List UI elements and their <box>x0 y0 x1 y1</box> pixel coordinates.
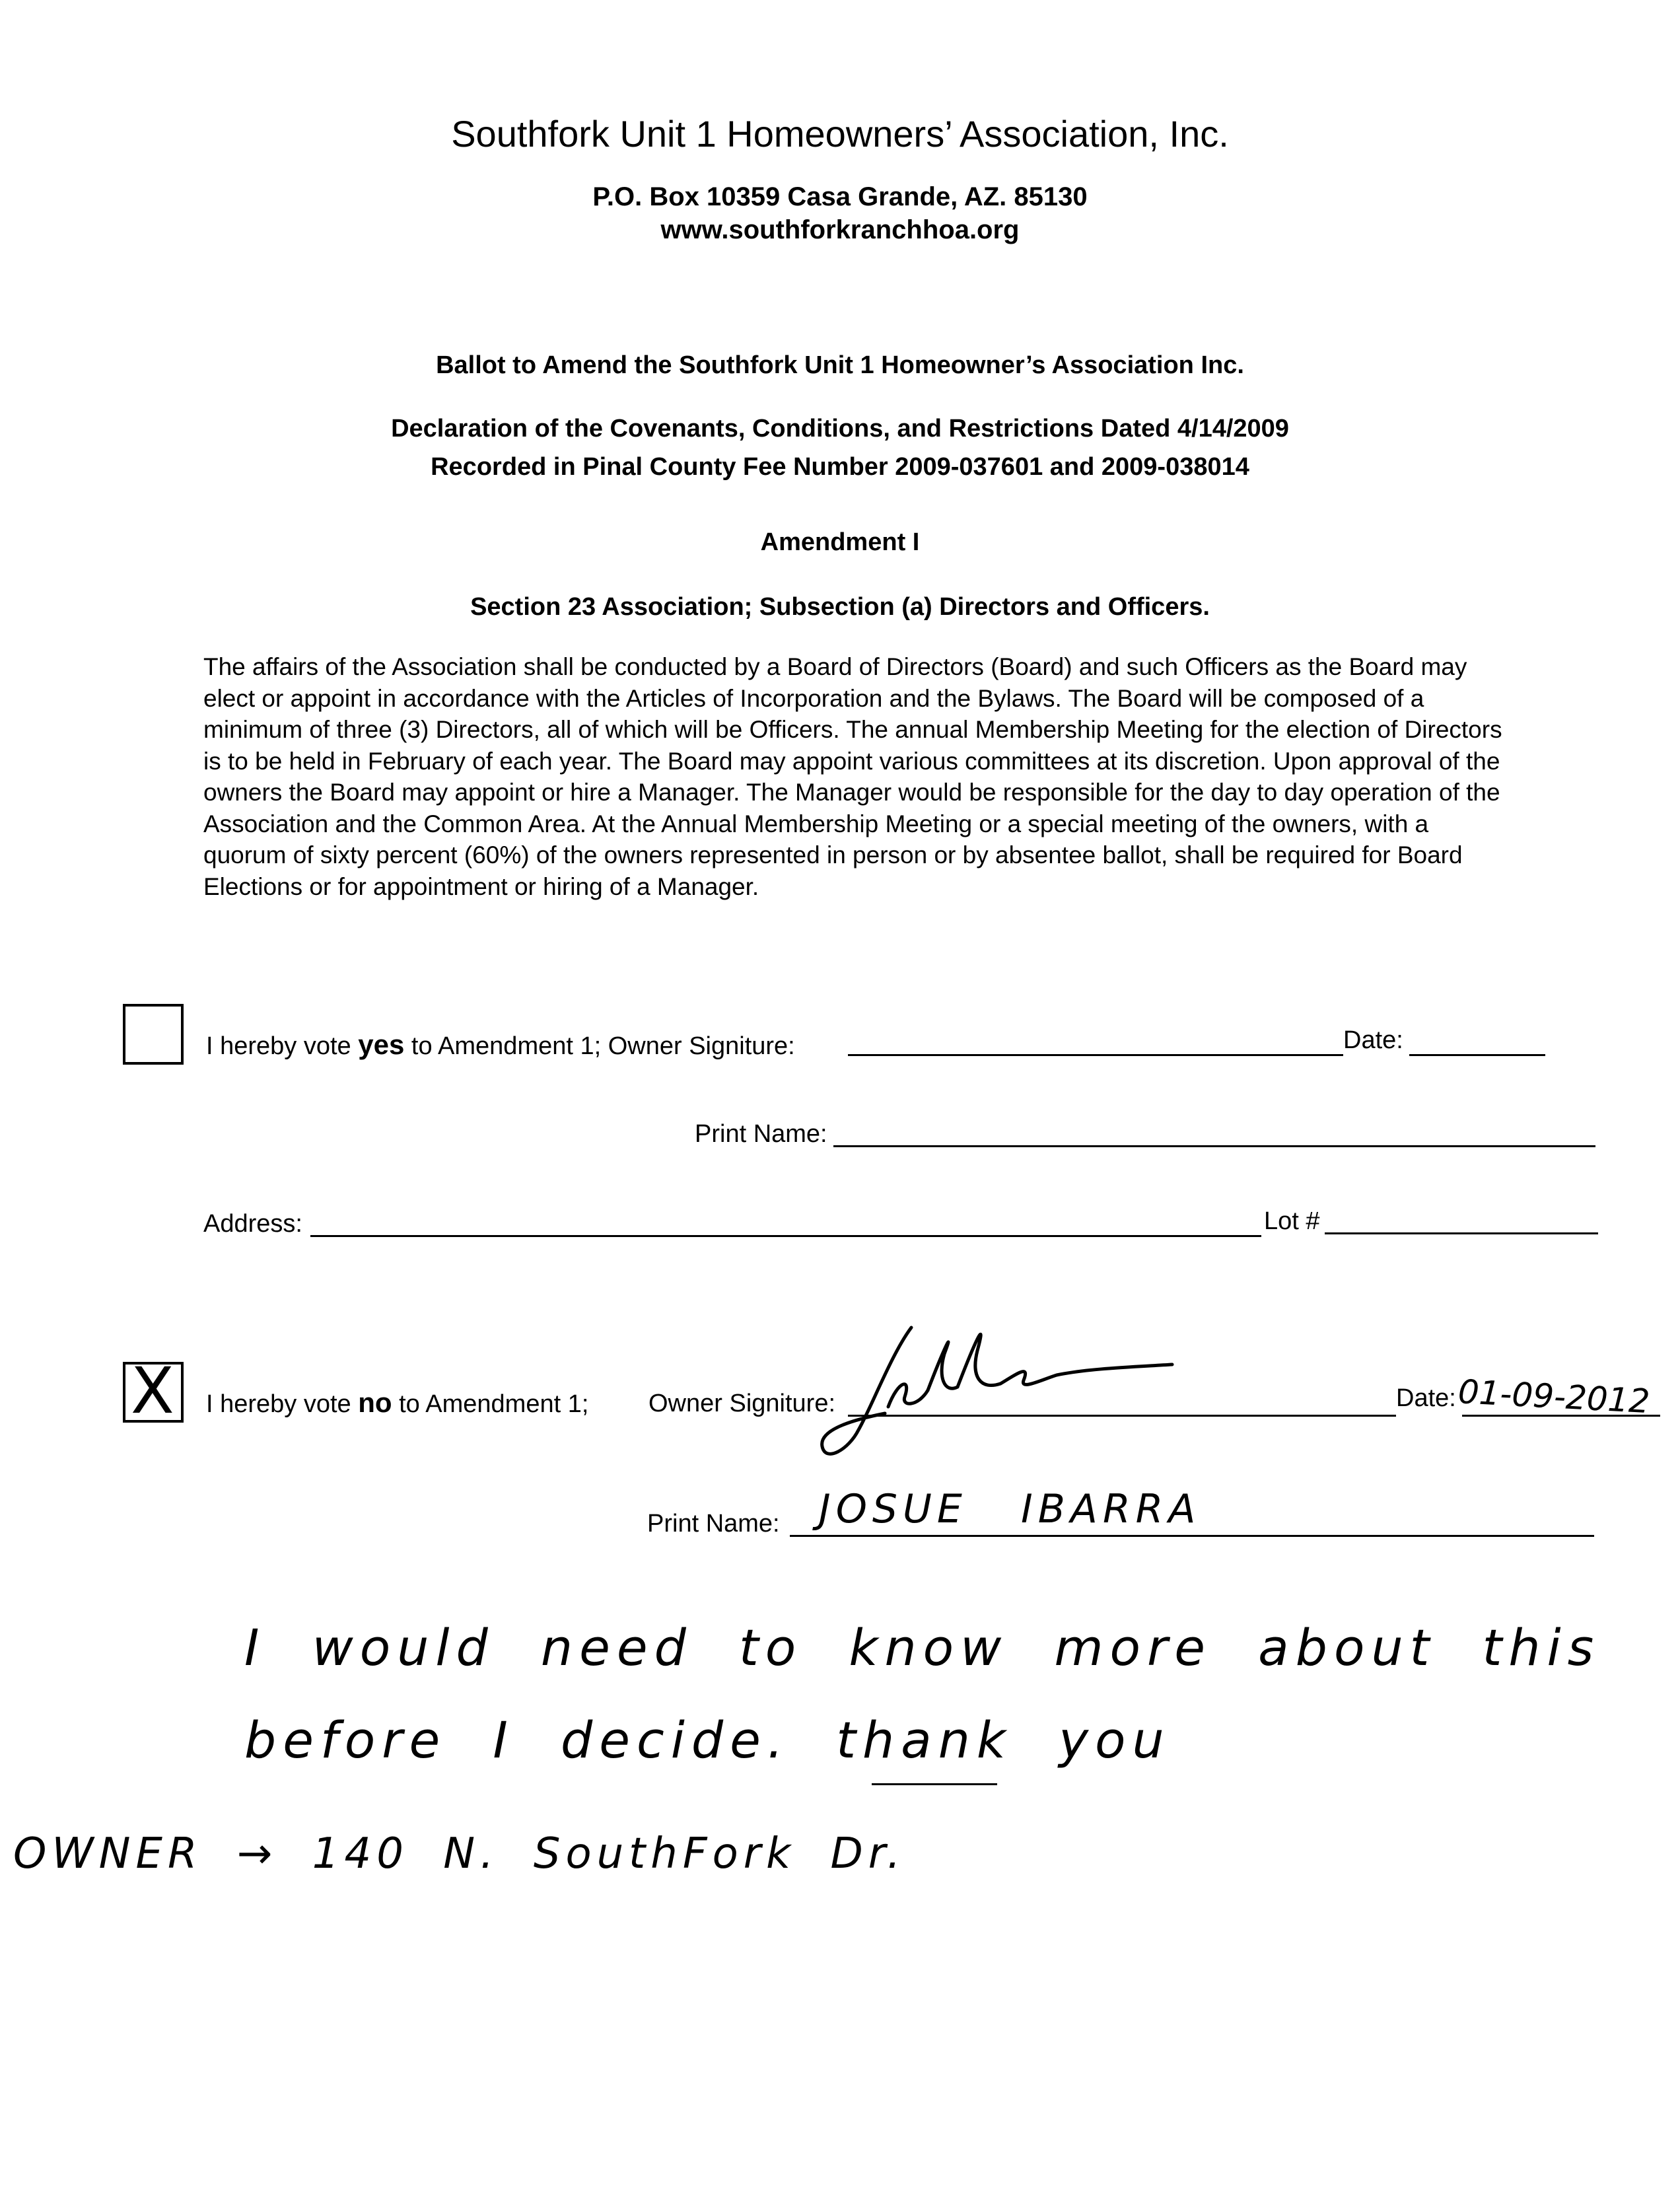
website-url: www.southforkranchhoa.org <box>660 215 1020 244</box>
vote-no-emphasis: no <box>358 1387 392 1418</box>
vote-no-print-name-label: Print Name: <box>647 1510 780 1538</box>
vote-no-date-label: Date: <box>1396 1384 1456 1412</box>
recorded-heading: Recorded in Pinal County Fee Number 2009-037601 and 2009-038014 <box>431 453 1249 481</box>
vote-yes-prefix: I hereby vote <box>206 1032 359 1060</box>
vote-yes-date-label: Date: <box>1343 1026 1403 1054</box>
vote-no-checkbox[interactable] <box>123 1362 184 1423</box>
vote-yes-statement <box>206 1029 795 1061</box>
vote-yes-print-name-label: Print Name: <box>695 1120 827 1148</box>
vote-no-print-name-line[interactable] <box>790 1535 1594 1537</box>
handwritten-note-line-2: before I decide. thank you <box>244 1711 1171 1769</box>
section-heading: Section 23 Association; Subsection (a) Directors and Officers. <box>470 593 1210 621</box>
handwritten-underline <box>872 1783 997 1785</box>
ballot-title: Ballot to Amend the Southfork Unit 1 Homeowner’s Association Inc. <box>436 351 1244 379</box>
declaration-heading: Declaration of the Covenants, Conditions, and Restrictions Dated 4/14/2009 <box>391 415 1289 443</box>
po-box-address: P.O. Box 10359 Casa Grande, AZ. 85130 <box>592 182 1088 211</box>
vote-yes-date-line[interactable] <box>1409 1054 1545 1056</box>
vote-yes-lot-line[interactable] <box>1325 1232 1598 1234</box>
handwritten-note-line-1: I would need to know more about this <box>244 1618 1601 1677</box>
vote-yes-suffix: to Amendment 1; Owner Signiture: <box>404 1032 795 1060</box>
amendment-heading: Amendment I <box>760 528 920 556</box>
vote-yes-checkbox[interactable] <box>123 1004 184 1065</box>
vote-yes-address-line[interactable] <box>310 1235 1261 1237</box>
vote-yes-lot-label: Lot # <box>1264 1207 1320 1235</box>
handwritten-owner-address: OWNER → 140 N. SouthFork Dr. <box>13 1829 906 1878</box>
vote-no-suffix: to Amendment 1; <box>392 1390 589 1418</box>
owner-signature-icon <box>812 1314 1182 1473</box>
vote-no-print-name-value: JOSUE IBARRA <box>819 1486 1201 1532</box>
check-mark-icon: X <box>131 1362 174 1423</box>
vote-no-date-value: 01-09-2012 <box>1457 1372 1651 1421</box>
vote-yes-signature-line[interactable] <box>848 1054 1343 1056</box>
vote-yes-emphasis: yes <box>358 1029 405 1060</box>
vote-no-signature-label: Owner Signiture: <box>648 1390 836 1417</box>
amendment-body-text: The affairs of the Association shall be conducted by a Board of Directors (Board) and such Officers as the Board may elect or appoint in accordance with the Articles of Incorporation and the Bylaws. The Board will be composed of a minimum of three (3) Directors, all of which will be Officers. The annual Membership Meeting for the election of Directors is to be held in February of each year. The Board may appoint various committees at its discretion. Upon approval of the owners the Board may appoint or hire a Manager. The Manager would be responsible for the day to day operation of the Association and the Common Area. At the Annual Membership Meeting or a special meeting of the owners, with a quorum of sixty percent (60%) of the owners represented in person or by absentee ballot, shall be required for Board Elections or for appointment or hiring of a Manager. <box>203 653 1502 900</box>
vote-yes-address-label: Address: <box>203 1210 302 1238</box>
vote-no-statement <box>206 1387 588 1419</box>
vote-no-prefix: I hereby vote <box>206 1390 359 1418</box>
vote-yes-print-name-line[interactable] <box>833 1145 1595 1147</box>
organization-name: Southfork Unit 1 Homeowners’ Association, Inc. <box>451 113 1229 155</box>
